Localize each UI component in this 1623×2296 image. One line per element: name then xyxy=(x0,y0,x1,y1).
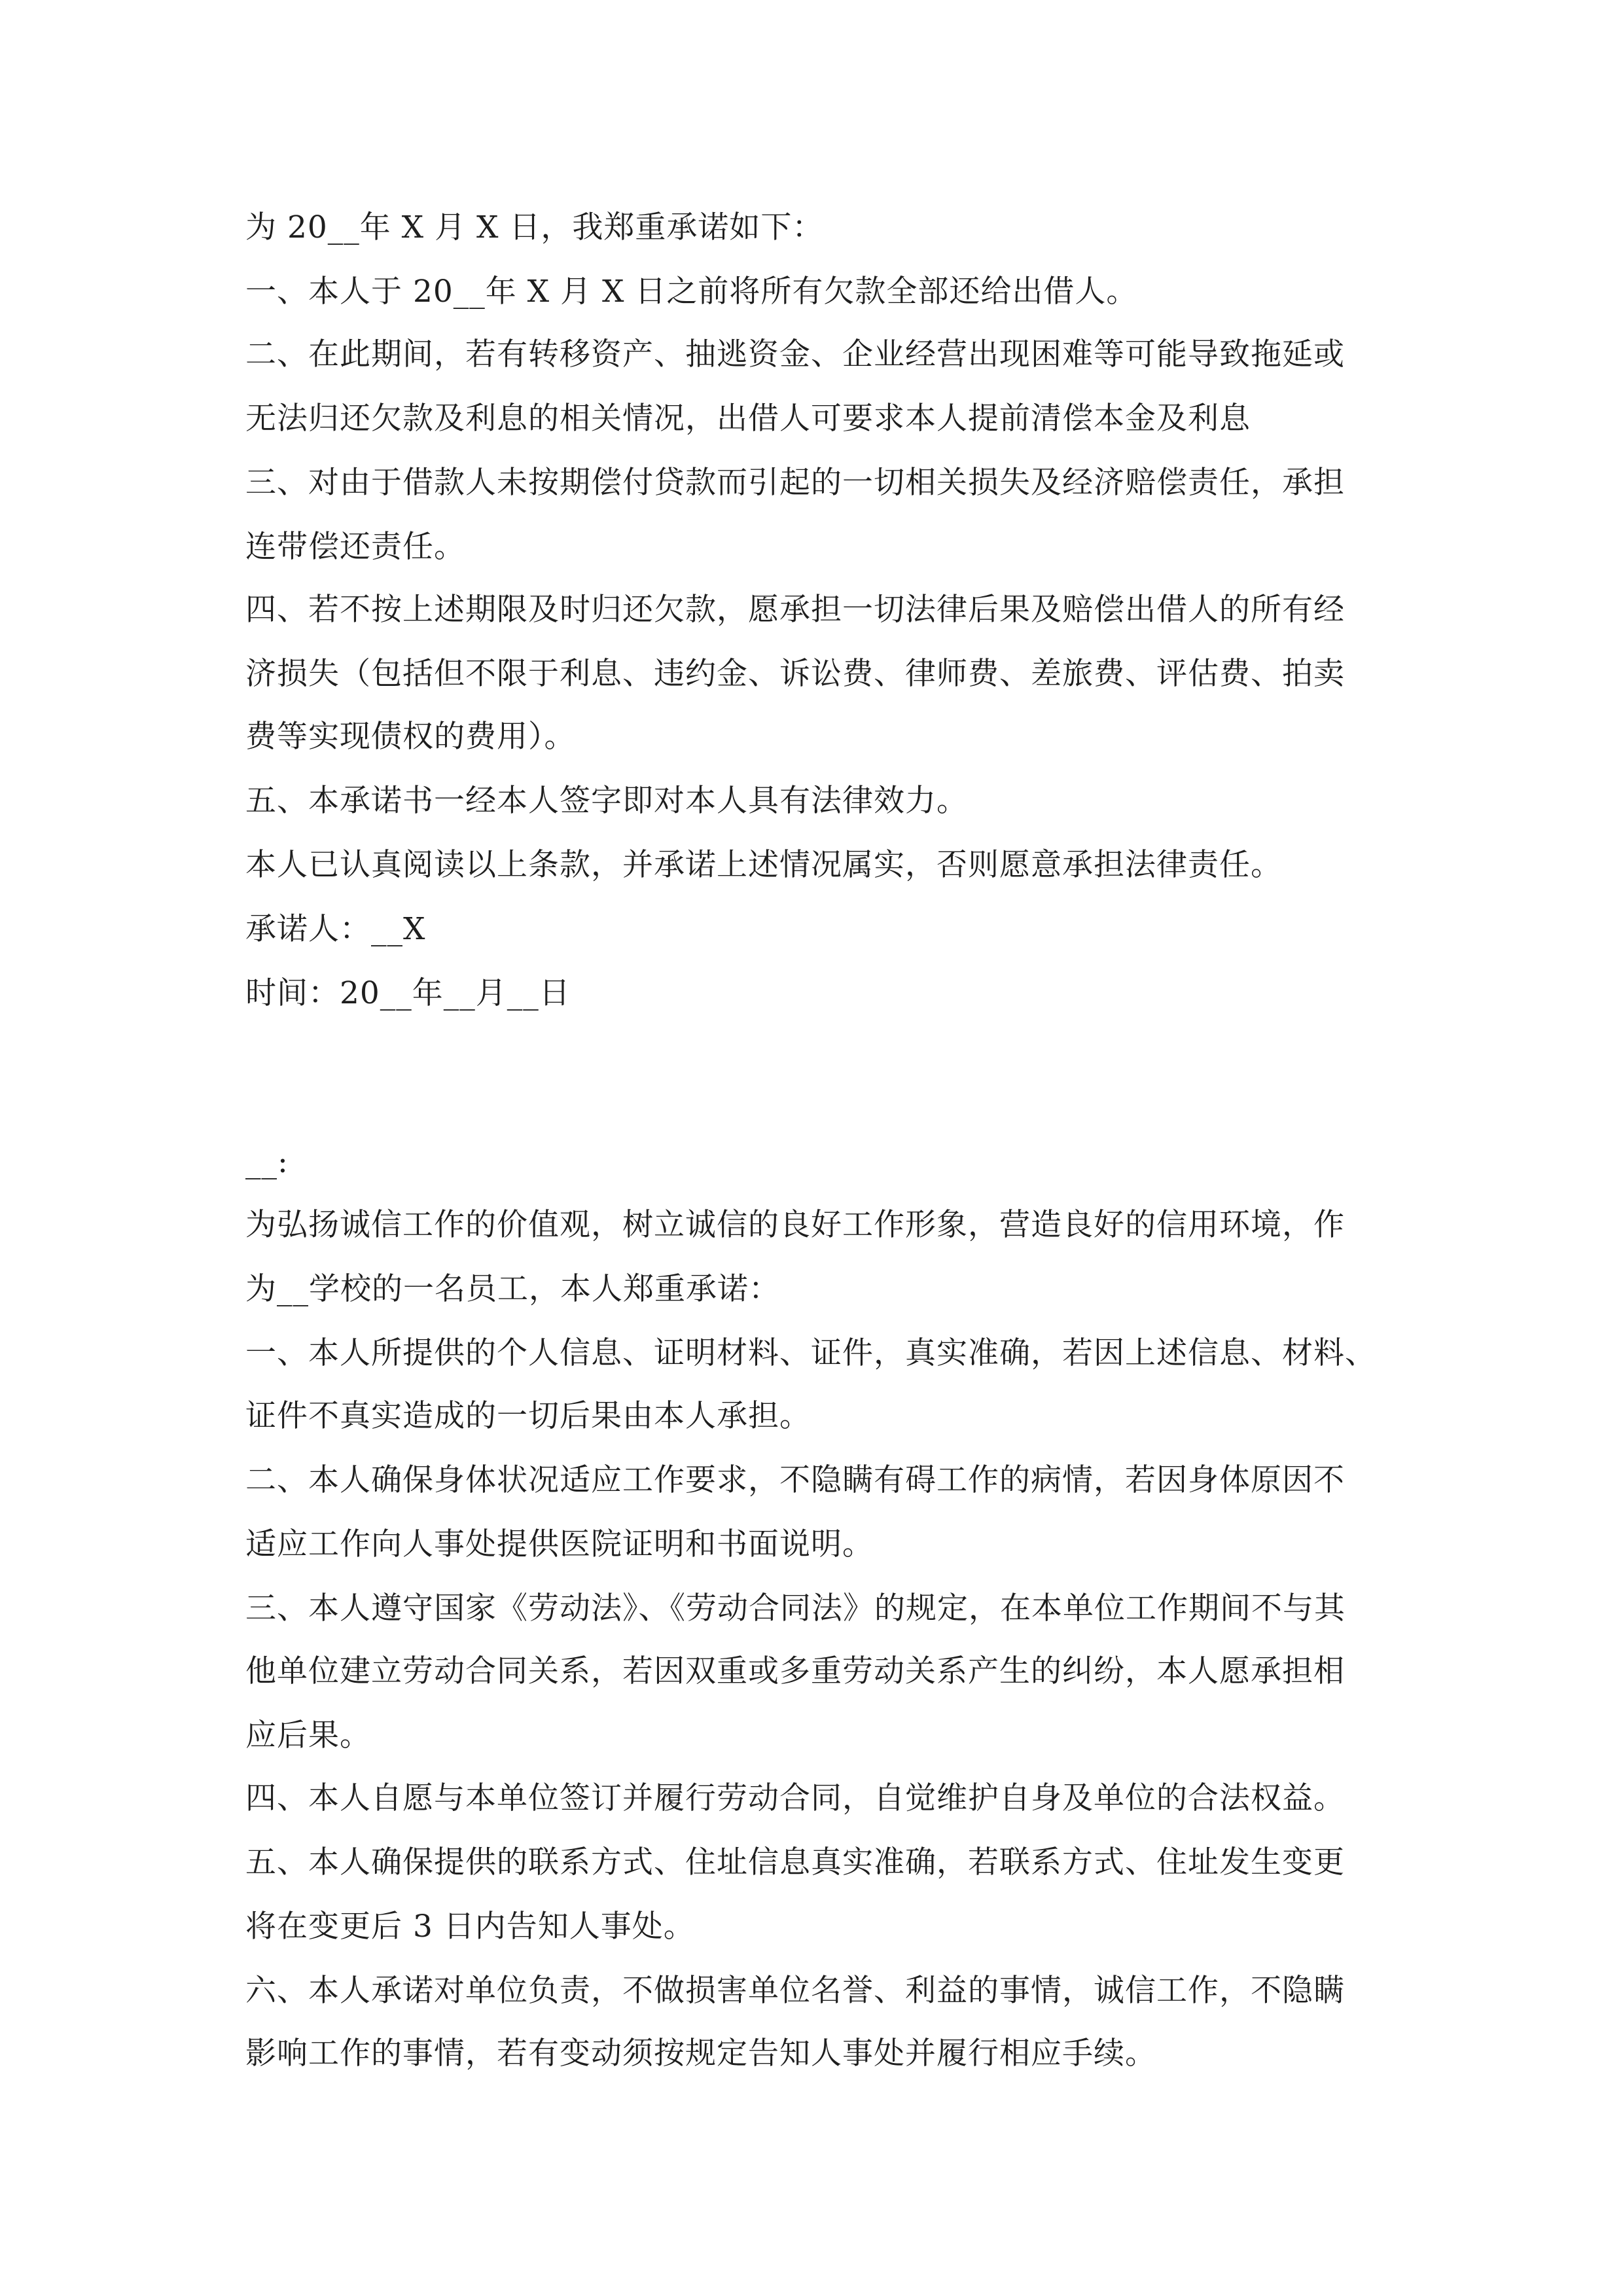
paragraph-line: 六、本人承诺对单位负责，不做损害单位名誉、利益的事情，诚信工作，不隐瞒 xyxy=(245,1973,1345,2009)
salutation-line: __: xyxy=(245,1144,289,1180)
paragraph-line: 五、本人确保提供的联系方式、住址信息真实准确，若联系方式、住址发生变更 xyxy=(245,1844,1345,1880)
paragraph-line: 为__学校的一名员工，本人郑重承诺： xyxy=(245,1271,780,1307)
date-line: 时间：20__年__月__日 xyxy=(245,975,571,1011)
paragraph-line: 三、本人遵守国家《劳动法》、《劳动合同法》的规定，在本单位工作期间不与其 xyxy=(245,1590,1346,1626)
paragraph-line: 五、本承诺书一经本人签字即对本人具有法律效力。 xyxy=(245,783,968,819)
paragraph-line: 证件不真实造成的一切后果由本人承担。 xyxy=(245,1398,811,1434)
paragraph-line: 济损失（包括但不限于利息、违约金、诉讼费、律师费、差旅费、评估费、拍卖 xyxy=(245,656,1345,692)
paragraph-line: 影响工作的事情，若有变动须按规定告知人事处并履行相应手续。 xyxy=(245,2036,1156,2072)
paragraph-line: 四、本人自愿与本单位签订并履行劳动合同，自觉维护自身及单位的合法权益。 xyxy=(245,1780,1345,1816)
paragraph-line: 无法归还欠款及利息的相关情况，出借人可要求本人提前清偿本金及利息 xyxy=(245,401,1251,437)
paragraph-line: 二、本人确保身体状况适应工作要求，不隐瞒有碍工作的病情，若因身体原因不 xyxy=(245,1462,1345,1498)
paragraph-line: 他单位建立劳动合同关系，若因双重或多重劳动关系产生的纠纷，本人愿承担相 xyxy=(245,1653,1345,1689)
paragraph-line: 应后果。 xyxy=(245,1717,371,1753)
paragraph-line: 一、本人于 20__年 X 月 X 日之前将所有欠款全部还给出借人。 xyxy=(245,274,1138,310)
paragraph-line: 三、对由于借款人未按期偿付贷款而引起的一切相关损失及经济赔偿责任，承担 xyxy=(245,465,1345,501)
signatory-line: 承诺人：__X xyxy=(245,911,426,947)
paragraph-line: 本人已认真阅读以上条款，并承诺上述情况属实，否则愿意承担法律责任。 xyxy=(245,847,1282,883)
paragraph-line: 四、若不按上述期限及时归还欠款，愿承担一切法律后果及赔偿出借人的所有经 xyxy=(245,592,1345,628)
paragraph-line: 为弘扬诚信工作的价值观，树立诚信的良好工作形象，营造良好的信用环境，作 xyxy=(245,1207,1345,1243)
paragraph-line: 为 20__年 X 月 X 日，我郑重承诺如下： xyxy=(245,209,824,245)
paragraph-line: 二、在此期间，若有转移资产、抽逃资金、企业经营出现困难等可能导致拖延或 xyxy=(245,336,1345,372)
paragraph-line: 一、本人所提供的个人信息、证明材料、证件，真实准确，若因上述信息、材料、 xyxy=(245,1335,1376,1371)
paragraph-line: 适应工作向人事处提供医院证明和书面说明。 xyxy=(245,1526,874,1562)
paragraph-line: 费等实现债权的费用）。 xyxy=(245,719,576,755)
paragraph-line: 将在变更后 3 日内告知人事处。 xyxy=(245,1909,695,1945)
paragraph-line: 连带偿还责任。 xyxy=(245,529,465,565)
